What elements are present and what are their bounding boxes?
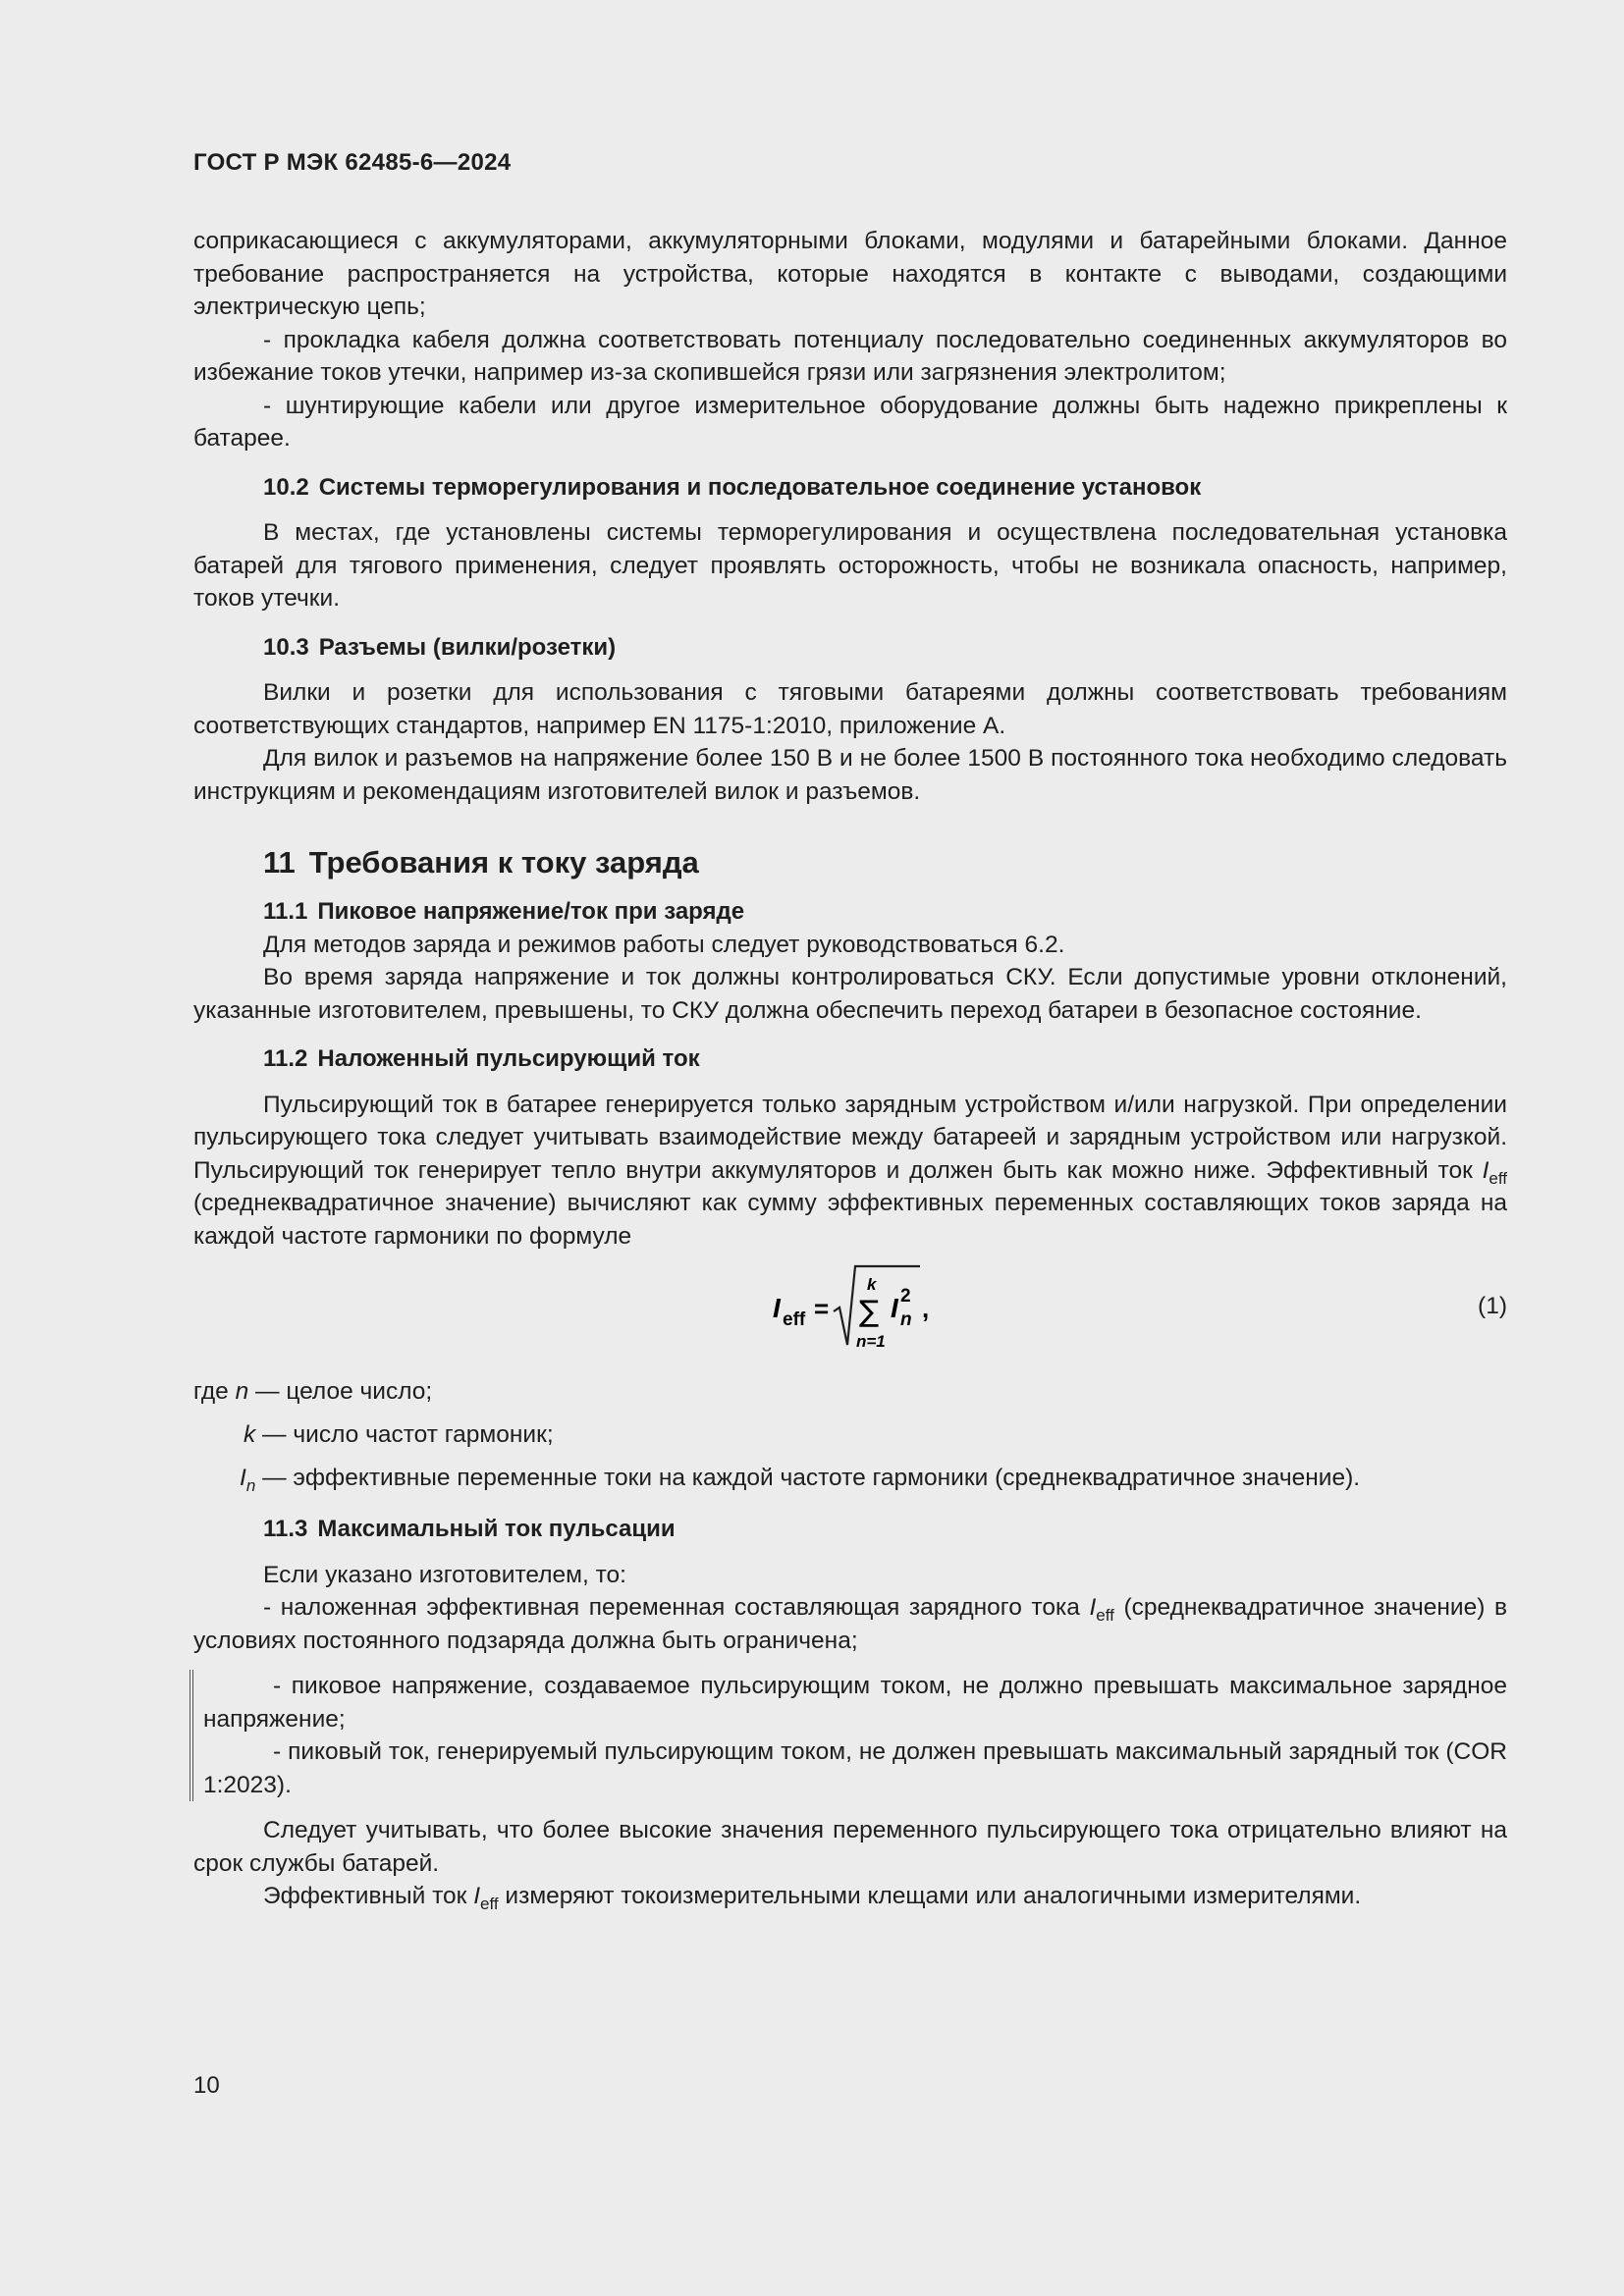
list-item: - прокладка кабеля должна соответствовать потенциалу последовательно соединенных аккумуляторов во избежание токов утечки, например из-за скопившейся грязи или загрязнения электролитом;	[193, 326, 1507, 386]
svg-text:2: 2	[900, 1286, 911, 1307]
svg-text:,: ,	[922, 1294, 930, 1323]
section-heading-10-2: 10.2 Системы терморегулирования и последовательное соединение установок	[263, 473, 1202, 501]
revision-marked-block	[189, 1670, 1507, 1801]
document-page	[193, 0, 1507, 2296]
definition-In: $I_n$ — эффективные переменные токи на каждой частоте гармоники (среднеквадратичное значение).	[240, 1465, 1361, 1495]
document-body	[193, 225, 1507, 1913]
svg-text:n=1: n=1	[856, 1332, 886, 1351]
list-item: - пиковое напряжение, создаваемое пульсирующим током, не должно превышать максимальное зарядное напряжение;	[203, 1673, 1507, 1733]
list-item: - наложенная эффективная переменная составляющая зарядного тока $I_{eff}$ (среднеквадратичное значение) в условиях постоянного подзаряда должна быть ограничена;	[193, 1594, 1508, 1654]
section-heading-10-3: 10.3 Разъемы (вилки/розетки)	[263, 633, 617, 661]
paragraph: Вилки и розетки для использования с тяговыми батареями должны соответствовать требованиям соответствующих стандартов, например EN 1175-1:2010, приложение А.	[193, 679, 1507, 739]
svg-text:k: k	[867, 1275, 877, 1294]
paragraph: Во время заряда напряжение и ток должны контролироваться СКУ. Если допустимые уровни отклонений, указанные изготовителем, превышены, то СКУ должна обеспечить переход батареи в безопасное состояние.	[193, 964, 1507, 1024]
svg-text:eff: eff	[783, 1309, 806, 1330]
paragraph: Пульсирующий ток в батарее генерируется только зарядным устройством и/или нагрузкой. При определении пульсирующего тока следует учитывать взаимодействие между батареей и зарядным устройством или нагрузкой. Пульсирующий ток генерирует тепло внутри аккумуляторов и должен быть как можно ниже. Эффективный ток $I_{eff}$ (среднеквадратичное значение) вычисляют как сумму эффективных переменных составляющих токов заряда на каждой частоте гармоники по формуле	[193, 1091, 1507, 1250]
symbol-definitions	[193, 1370, 1507, 1500]
svg-text:I: I	[773, 1293, 781, 1323]
paragraph: Следует учитывать, что более высокие значения переменного пульсирующего тока отрицательно влияют на срок службы батарей.	[193, 1817, 1507, 1877]
paragraph: Для методов заряда и режимов работы следует руководствоваться 6.2.	[263, 931, 1065, 958]
svg-text:=: =	[814, 1294, 830, 1323]
paragraph: Для вилок и разъемов на напряжение более 150 В и не более 1500 В постоянного тока необходимо следовать инструкциям и рекомендациям изготовителей вилок и разъемов.	[193, 745, 1507, 805]
definition-n: где n — целое число;	[193, 1378, 433, 1405]
section-heading-11-2: 11.2 Наложенный пульсирующий ток	[263, 1045, 700, 1072]
list-item: - шунтирующие кабели или другое измерительное оборудование должны быть надежно прикреплены к батарее.	[193, 392, 1507, 452]
svg-text:I: I	[891, 1293, 898, 1323]
standard-header: ГОСТ Р МЭК 62485-6—2024	[193, 149, 512, 176]
paragraph: Если указано изготовителем, то:	[263, 1561, 626, 1588]
page-number: 10	[193, 2072, 220, 2099]
formula-1	[193, 1260, 1507, 1355]
list-item: - пиковый ток, генерируемый пульсирующим током, не должен превышать максимальный зарядный ток (COR 1:2023).	[203, 1738, 1507, 1798]
definition-k: k — число частот гармоник;	[244, 1421, 554, 1448]
paragraph: В местах, где установлены системы терморегулирования и осуществлена последовательная установка батарей для тягового применения, следует проявлять осторожность, чтобы не возникала опасность, например, токов утечки.	[193, 519, 1507, 612]
svg-text:n: n	[900, 1309, 912, 1330]
rms-sum-formula	[773, 1260, 969, 1355]
paragraph: соприкасающиеся с аккумуляторами, аккумуляторными блоками, модулями и батарейными блоками. Данное требование распространяется на устройства, которые находятся в контакте с выводами, создающими электрическую цепь;	[193, 228, 1507, 320]
section-heading-11-1: 11.1 Пиковое напряжение/ток при заряде	[263, 898, 745, 925]
equation-number: (1)	[1478, 1293, 1507, 1319]
section-heading-11-3: 11.3 Максимальный ток пульсации	[263, 1516, 676, 1542]
section-heading-11: 11 Требования к току заряда	[263, 845, 699, 880]
svg-text:∑: ∑	[859, 1295, 880, 1329]
paragraph: Эффективный ток $I_{eff}$ измеряют токоизмерительными клещами или аналогичными измерителями.	[263, 1883, 1362, 1913]
